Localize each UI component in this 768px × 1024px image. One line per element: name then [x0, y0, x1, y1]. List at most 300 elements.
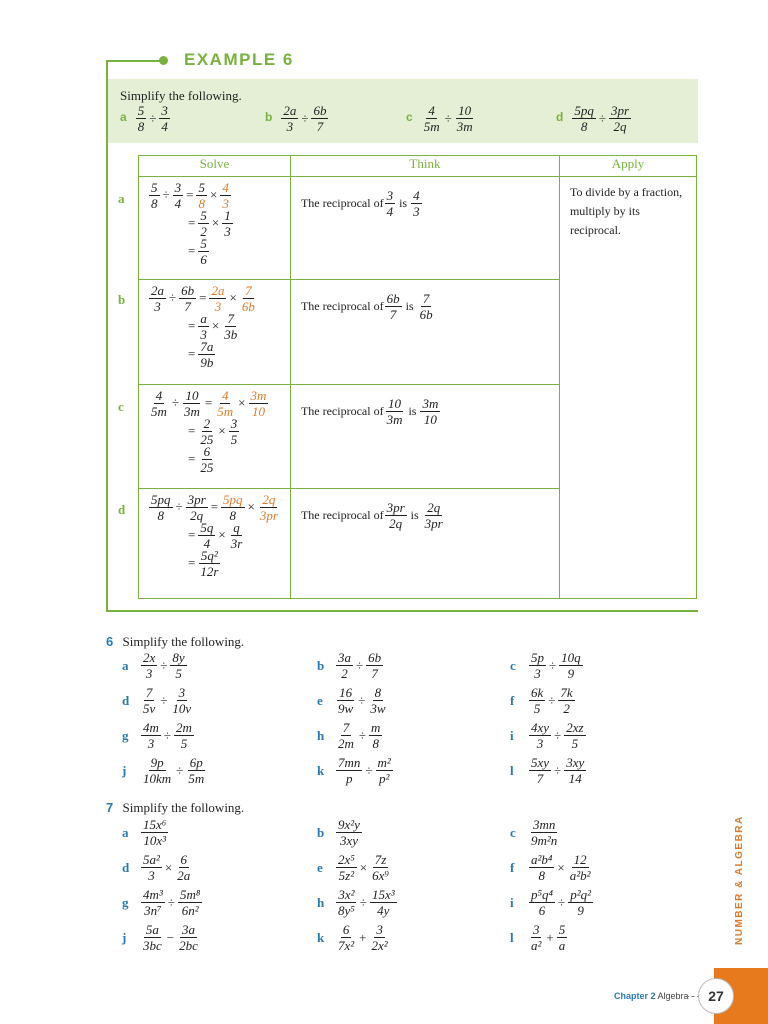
numerator: 3m — [250, 387, 267, 403]
denominator: 3 — [148, 868, 155, 883]
denominator: 6 — [200, 251, 207, 267]
fraction-2 — [564, 721, 585, 750]
operator-symbol: ÷ — [358, 692, 366, 708]
numerator: 5pq — [574, 103, 594, 118]
exercise-item-k — [317, 756, 394, 785]
row-label-b: b — [118, 292, 126, 307]
item-label: f — [510, 692, 515, 708]
solve-step-2 — [148, 209, 281, 237]
operator-symbol: = — [210, 499, 219, 514]
numerator: 6k — [531, 685, 544, 700]
denominator: p — [345, 771, 353, 786]
denominator: 6 — [538, 903, 546, 918]
operator-symbol: = — [186, 187, 194, 202]
denominator: 6b — [241, 298, 255, 314]
operator-symbol: + — [359, 929, 367, 945]
operator-symbol: = — [188, 555, 196, 570]
numerator: 6p — [189, 755, 203, 770]
exercise-6-heading — [106, 634, 244, 650]
numerator: p²q² — [570, 887, 591, 902]
numerator: 4 — [155, 387, 163, 403]
think-cell-a — [290, 177, 559, 280]
numerator: 3mn — [532, 817, 556, 832]
denominator: 2 — [341, 666, 348, 681]
numerator: a²b⁴ — [531, 852, 553, 867]
item-label: c — [510, 657, 516, 673]
item-label: i — [510, 894, 514, 910]
denominator: 3 — [534, 666, 541, 681]
solve-step-3 — [148, 445, 281, 473]
exercise-item-i — [510, 721, 587, 750]
page-number: 27 — [698, 978, 734, 1014]
denominator: 2bc — [179, 938, 198, 953]
denominator: 8 — [198, 195, 205, 211]
denominator: 4 — [386, 204, 394, 219]
exercise-item-e — [317, 853, 392, 882]
numerator: 7k — [560, 685, 573, 700]
numerator: 2xz — [566, 720, 584, 735]
operator-symbol: ÷ — [169, 290, 177, 305]
numerator: 2a — [211, 282, 225, 298]
operator-symbol: ÷ — [162, 187, 170, 202]
operator-symbol: ÷ — [358, 727, 367, 743]
denominator: 3pr — [424, 516, 443, 531]
operator-symbol: ÷ — [167, 894, 175, 910]
fraction — [149, 389, 169, 418]
denominator: p² — [378, 771, 390, 786]
denominator: 12r — [200, 563, 219, 579]
denominator: 14 — [568, 771, 582, 786]
operator-symbol: ÷ — [554, 727, 562, 743]
exercise-item-l — [510, 923, 568, 952]
operator-symbol: ÷ — [554, 762, 562, 778]
item-label: l — [510, 929, 514, 945]
exercise-item-j — [122, 923, 201, 952]
exercise-item-b — [317, 818, 363, 847]
item-label: b — [317, 657, 325, 673]
reciprocal-source — [385, 397, 405, 426]
numerator: 6b — [368, 650, 382, 665]
item-label: j — [122, 762, 127, 778]
denominator: 3b — [224, 326, 238, 342]
denominator: 4y — [377, 903, 390, 918]
operator-symbol: ÷ — [356, 657, 364, 673]
footer-section: Algebra — [657, 991, 689, 1001]
fraction-1 — [529, 853, 554, 882]
numerator: a — [200, 310, 207, 326]
operator-symbol: ÷ — [149, 110, 157, 126]
fraction — [198, 521, 215, 550]
fraction-2 — [564, 756, 586, 785]
fraction-2 — [568, 853, 593, 882]
exercise-item-f — [510, 853, 594, 882]
denominator: a² — [531, 938, 542, 953]
fraction — [196, 181, 207, 210]
numerator: 3 — [386, 188, 394, 203]
think-is: is — [399, 196, 408, 210]
fraction-1 — [529, 888, 555, 917]
exercise-item-h — [317, 888, 398, 917]
denominator: 2x² — [371, 938, 388, 953]
think-line — [301, 288, 549, 321]
fraction-1 — [141, 818, 168, 847]
fraction — [198, 417, 215, 446]
numerator: 5 — [151, 179, 158, 195]
fraction — [222, 209, 233, 238]
fraction — [179, 284, 196, 313]
item-label: h — [317, 894, 325, 910]
numerator: 4 — [413, 188, 420, 203]
fraction — [149, 493, 173, 522]
example-question-a — [120, 104, 171, 133]
fraction-2 — [170, 686, 193, 715]
fraction-2 — [366, 651, 383, 680]
fraction-1 — [529, 923, 543, 952]
think-cell-c — [290, 385, 559, 489]
numerator: 4 — [222, 179, 229, 195]
fraction-1 — [141, 721, 161, 750]
fraction-1 — [336, 818, 362, 847]
denominator: 3r — [230, 535, 243, 551]
item-label: d — [122, 692, 130, 708]
denominator: 8 — [580, 119, 588, 134]
denominator: 5 — [230, 431, 238, 447]
denominator: 2q — [190, 507, 204, 523]
numerator: 6b — [313, 103, 327, 118]
numerator: 4 — [428, 103, 435, 118]
operator-symbol: = — [188, 423, 196, 438]
numerator: 5pq — [151, 491, 171, 507]
denominator: 4 — [161, 119, 168, 134]
fraction-1 — [141, 853, 162, 882]
fraction — [198, 237, 209, 266]
fraction-1 — [572, 104, 596, 133]
denominator: 3xy — [339, 833, 358, 848]
item-label: a — [122, 657, 129, 673]
denominator: 2 — [563, 701, 570, 716]
operator-symbol: × — [211, 318, 220, 333]
denominator: 10v — [172, 701, 192, 716]
fraction — [215, 389, 235, 418]
example-question-d — [556, 104, 632, 133]
exercise-item-d — [122, 853, 193, 882]
example-header-dot — [159, 56, 168, 65]
item-label: j — [122, 929, 127, 945]
denominator: 3w — [370, 701, 386, 716]
item-label: e — [317, 859, 323, 875]
item-label: f — [510, 859, 515, 875]
operator-symbol: = — [188, 451, 196, 466]
numerator: 2a — [283, 103, 297, 118]
numerator: 7 — [245, 282, 252, 298]
numerator: 10 — [185, 387, 199, 403]
numerator: 7a — [200, 338, 214, 354]
numerator: 7z — [374, 852, 387, 867]
numerator: 4m — [143, 720, 159, 735]
fraction — [209, 284, 226, 313]
numerator: 6 — [342, 922, 350, 937]
fraction-2 — [557, 923, 568, 952]
denominator: 8 — [538, 868, 545, 883]
operator-symbol: × — [247, 499, 255, 514]
numerator: 3xy — [566, 755, 585, 770]
numerator: 5 — [200, 235, 207, 251]
solve-step-2 — [148, 312, 281, 340]
item-label: h — [317, 727, 325, 743]
operator-symbol: + — [546, 929, 554, 945]
numerator: 6b — [386, 291, 400, 306]
fraction-1 — [336, 923, 356, 952]
numerator: 5pq — [223, 491, 243, 507]
numerator: 7 — [227, 310, 234, 326]
apply-cell: To divide by a fraction, multiply by its reciprocal. — [559, 177, 696, 599]
denominator: 5m — [217, 403, 234, 419]
solve-steps — [140, 281, 289, 371]
numerator: 9x²y — [338, 817, 360, 832]
question-label: a — [120, 110, 127, 125]
solve-step-3 — [148, 549, 281, 577]
solve-steps — [140, 178, 289, 268]
operator-symbol: ÷ — [160, 692, 168, 708]
numerator: p⁵q⁴ — [531, 887, 554, 902]
fraction — [249, 389, 269, 418]
denominator: 6n² — [181, 903, 199, 918]
denominator: 9m²n — [531, 833, 558, 848]
denominator: 3m — [184, 403, 200, 419]
fraction-1 — [529, 686, 545, 715]
operator-symbol: ÷ — [598, 110, 606, 126]
fraction-1 — [141, 651, 157, 680]
fraction-2 — [170, 651, 186, 680]
numerator: 3 — [230, 415, 238, 431]
denominator: 7 — [536, 771, 544, 786]
operator-symbol: ÷ — [365, 762, 373, 778]
numerator: q — [233, 519, 240, 535]
item-label: a — [122, 824, 129, 840]
exercise-7-prompt: Simplify the following. — [122, 800, 245, 815]
numerator: 6 — [180, 852, 187, 867]
denominator: 9 — [577, 903, 584, 918]
denominator: 3 — [222, 195, 229, 211]
think-line — [301, 497, 549, 530]
numerator: 12 — [573, 852, 587, 867]
denominator: 9 — [567, 666, 575, 681]
denominator: 25 — [200, 431, 214, 447]
denominator: 5 — [571, 736, 579, 751]
denominator: 6b — [419, 307, 433, 322]
fraction-2 — [159, 104, 170, 133]
reciprocal-source — [385, 501, 407, 530]
solve-cell-a — [139, 177, 291, 280]
item-label: c — [510, 824, 516, 840]
operator-symbol: ÷ — [171, 395, 180, 410]
operator-symbol: ÷ — [175, 499, 183, 514]
numerator: 2a — [151, 282, 164, 298]
footer — [614, 991, 689, 1001]
header-solve: Solve — [139, 156, 291, 177]
exercise-item-a — [122, 818, 169, 847]
numerator: 3pr — [187, 491, 206, 507]
numerator: 3 — [161, 103, 168, 118]
numerator: 3a — [182, 922, 196, 937]
reciprocal-result — [418, 292, 435, 321]
fraction-2 — [559, 651, 583, 680]
reciprocal-result — [423, 501, 445, 530]
denominator: 9b — [200, 354, 214, 370]
operator-symbol: × — [359, 859, 368, 875]
fraction-2 — [174, 721, 194, 750]
operator-symbol: = — [188, 318, 196, 333]
think-line — [301, 393, 549, 426]
fraction-1 — [336, 651, 353, 680]
example-question-b — [265, 104, 329, 133]
fraction — [198, 445, 215, 474]
numerator: 15x⁶ — [143, 817, 167, 832]
fraction-2 — [568, 888, 593, 917]
item-label: e — [317, 692, 323, 708]
fraction — [173, 181, 184, 210]
denominator: 10km — [143, 771, 172, 786]
denominator: 25 — [200, 459, 214, 475]
numerator: 3 — [178, 685, 186, 700]
exercise-item-d — [122, 686, 194, 715]
example-title: EXAMPLE 6 — [184, 50, 294, 69]
exercise-item-b — [317, 651, 384, 680]
denominator: 2m — [338, 736, 354, 751]
denominator: 8 — [229, 507, 237, 523]
operator-symbol: − — [166, 929, 175, 945]
solve-step-3 — [148, 340, 281, 368]
denominator: 10 — [423, 412, 437, 427]
item-label: k — [317, 762, 325, 778]
fraction — [198, 549, 220, 578]
numerator: 3pr — [610, 103, 630, 118]
operator-symbol: × — [557, 859, 565, 875]
numerator: 6b — [181, 282, 195, 298]
denominator: 3 — [200, 326, 207, 342]
numerator: 8 — [374, 685, 382, 700]
numerator: 2m — [176, 720, 192, 735]
denominator: 10 — [251, 403, 265, 419]
think-is: is — [405, 299, 414, 313]
reciprocal-source — [385, 189, 396, 218]
denominator: 3 — [286, 119, 294, 134]
fraction-2 — [370, 853, 391, 882]
footer-chapter: Chapter 2 — [614, 991, 656, 1001]
numerator: 2q — [427, 500, 441, 515]
fraction-2 — [455, 104, 475, 133]
numerator: 3 — [376, 922, 383, 937]
row-label-c: c — [118, 399, 124, 414]
numerator: 4xy — [531, 720, 550, 735]
fraction-2 — [558, 686, 574, 715]
denominator: 4 — [203, 535, 211, 551]
denominator: 5 — [533, 701, 541, 716]
denominator: 2q — [389, 516, 403, 531]
numerator: 2x⁵ — [338, 852, 355, 867]
operator-symbol: ÷ — [444, 110, 452, 126]
exercise-item-k — [317, 923, 391, 952]
operator-symbol: = — [188, 346, 196, 361]
fraction-2 — [370, 923, 390, 952]
denominator: 5 — [175, 666, 182, 681]
numerator: 7 — [145, 685, 153, 700]
numerator: 7 — [342, 720, 350, 735]
fraction-1 — [141, 756, 173, 785]
numerator: 5 — [200, 207, 207, 223]
denominator: 8 — [137, 119, 145, 134]
think-prefix: The reciprocal of — [300, 404, 384, 418]
denominator: a²b² — [569, 868, 591, 883]
operator-symbol: × — [164, 859, 173, 875]
exercise-item-g — [122, 721, 195, 750]
denominator: 5 — [180, 736, 188, 751]
operator-symbol: = — [188, 215, 196, 230]
fraction — [186, 493, 208, 522]
fraction-2 — [368, 686, 387, 715]
fraction-2 — [186, 756, 206, 785]
operator-symbol: = — [188, 243, 196, 258]
numerator: 3pr — [386, 500, 405, 515]
denominator: 8y⁵ — [338, 903, 355, 918]
denominator: 4 — [174, 195, 182, 211]
numerator: m² — [377, 755, 391, 770]
item-label: g — [122, 894, 129, 910]
denominator: 7 — [389, 307, 397, 322]
denominator: 3 — [154, 298, 161, 314]
exercise-6-number: 6 — [106, 634, 114, 649]
numerator: 5q² — [200, 547, 218, 563]
think-is: is — [408, 404, 417, 418]
row-label-d: d — [118, 502, 126, 517]
numerator: 4 — [221, 387, 229, 403]
denominator: 7 — [316, 119, 324, 134]
operator-symbol: ÷ — [163, 727, 172, 743]
denominator: 3 — [145, 666, 153, 681]
numerator: 3x² — [338, 887, 355, 902]
operator-symbol: = — [199, 290, 207, 305]
numerator: 3m — [422, 396, 439, 411]
solve-steps — [140, 490, 289, 580]
solve-cell-c — [139, 385, 291, 489]
numerator: 7mn — [338, 755, 361, 770]
denominator: 3m — [386, 412, 403, 427]
numerator: 7 — [422, 291, 430, 306]
solve-step-1 — [148, 493, 281, 521]
solve-step-1 — [148, 389, 281, 417]
row-label-a: a — [118, 191, 125, 206]
reciprocal-result — [420, 397, 440, 426]
denominator: 3 — [224, 223, 231, 239]
solve-steps — [140, 386, 289, 476]
numerator: 4m³ — [143, 887, 163, 902]
numerator: 15x³ — [371, 887, 395, 902]
denominator: 3n⁷ — [144, 903, 162, 918]
numerator: 5p — [531, 650, 544, 665]
item-label: b — [317, 824, 325, 840]
denominator: 7 — [184, 298, 191, 314]
think-prefix: The reciprocal of — [300, 508, 384, 522]
exercise-item-c — [510, 818, 560, 847]
fraction-1 — [529, 756, 551, 785]
fraction-1 — [336, 853, 357, 882]
think-prefix: The reciprocal of — [300, 299, 384, 313]
numerator: 10 — [458, 103, 472, 118]
numerator: 5 — [558, 922, 566, 937]
operator-symbol: × — [218, 423, 226, 438]
numerator: 5m⁸ — [179, 887, 201, 902]
denominator: 3 — [147, 736, 155, 751]
